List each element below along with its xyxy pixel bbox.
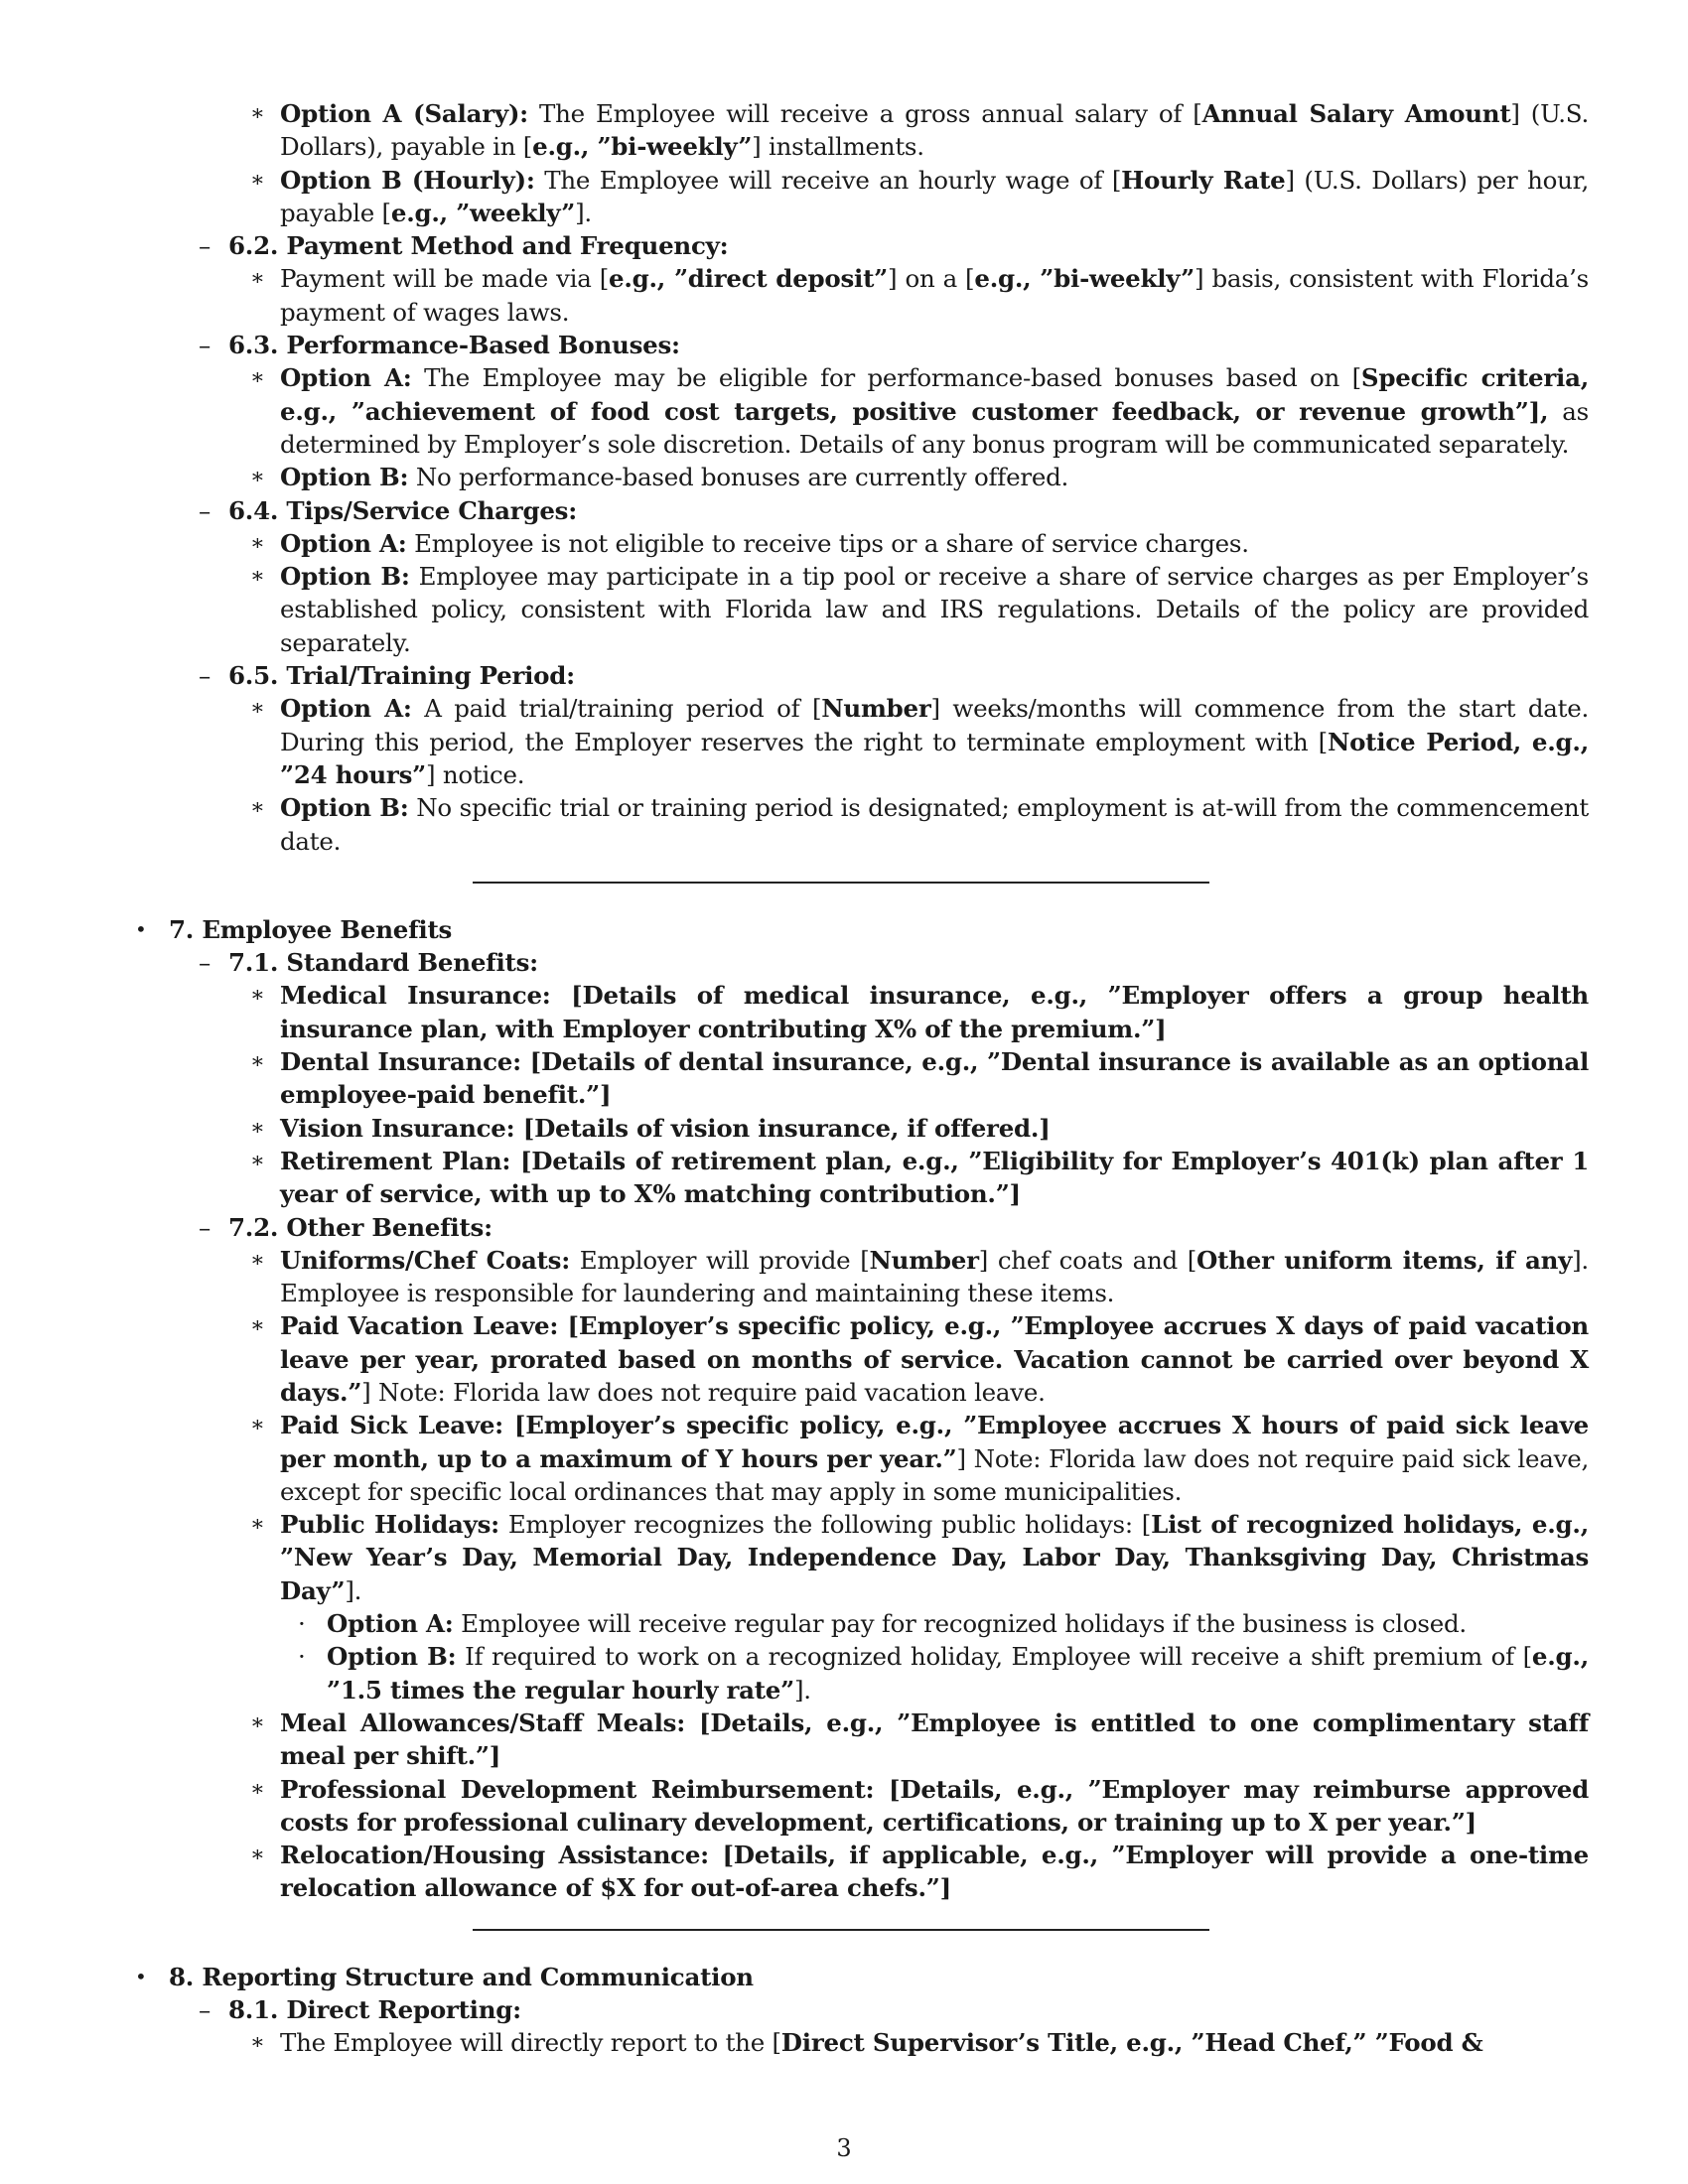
bold-text: Direct Supervisor’s Title, e.g., ”Head Chef,” ”Food & [780, 2028, 1483, 2058]
bold-text: Notice Period, e.g., ”24 hours” [280, 727, 1589, 789]
bold-text: Option A: [327, 1609, 454, 1639]
bold-text: Relocation/Housing Assistance: [Details, if applicable, e.g., ”Employer will provide a one-time relocation allowance of $X for out-of-area chefs.”] [280, 1841, 1589, 1903]
body-text: ] installments. [752, 132, 924, 162]
body-text: Employee is not eligible to receive tips or a share of service charges. [406, 528, 1249, 558]
bold-text: e.g., ”weekly” [390, 198, 576, 227]
bold-text: e.g., ”direct deposit” [609, 264, 889, 294]
list-item [135, 979, 1589, 1045]
subsection-heading [135, 329, 1589, 361]
list-marker: – [199, 231, 211, 261]
list-item [135, 1706, 1589, 1773]
list-marker: ∗ [250, 696, 265, 722]
list-item [135, 2026, 1589, 2059]
body-text: Employer will provide [ [570, 1245, 870, 1275]
body-text: Employee will receive regular pay for recognized holidays if the business is closed. [453, 1609, 1467, 1639]
list-item [135, 1839, 1589, 1905]
bold-text: 7. Employee Benefits [169, 914, 453, 944]
bold-text: Meal Allowances/Staff Meals: [Details, e.g., ”Employee is entitled to one complimentary staff meal per shift.”] [280, 1707, 1589, 1771]
body-text: ]. [794, 1675, 811, 1705]
body-text: ] Note: Florida law does not require paid vacation leave. [361, 1377, 1046, 1407]
body-text: ] weeks/months will commence from the start date. During this period, the Employer reserves the right to terminate employment with [ [280, 694, 1589, 756]
bold-text: Hourly Rate [1121, 165, 1286, 195]
section-heading [135, 913, 1589, 946]
bold-text: 6.2. Payment Method and Frequency: [228, 231, 729, 261]
body-text: Employer recognizes the following public holidays: [ [498, 1510, 1152, 1540]
bold-text: 6.5. Trial/Training Period: [228, 661, 575, 691]
list-marker: ∗ [250, 795, 265, 821]
bold-text: Uniforms/Chef Coats: [280, 1245, 570, 1275]
list-item [135, 1045, 1589, 1112]
list-item [135, 560, 1589, 659]
bold-text: Vision Insurance: [Details of vision insurance, if offered.] [280, 1113, 1051, 1143]
bold-text: Dental Insurance: [Details of dental insurance, e.g., ”Dental insurance is available as an optional employee-paid benefit.”] [280, 1047, 1589, 1110]
page-number: 3 [836, 2134, 852, 2162]
bold-text: Annual Salary Amount [1201, 99, 1511, 128]
list-item [135, 791, 1589, 858]
bold-text: Number [869, 1245, 979, 1275]
list-item [135, 1508, 1589, 1607]
list-marker: • [135, 916, 147, 941]
body-text: ]. [345, 1575, 362, 1605]
subsection-heading [135, 1993, 1589, 2026]
list-marker: – [199, 1212, 211, 1242]
bold-text: e.g., ”bi-weekly” [974, 264, 1196, 294]
bold-text: Option B: [327, 1642, 457, 1672]
list-marker: ∗ [250, 1776, 265, 1802]
document-body [135, 97, 1589, 2060]
sub-list-item [135, 1607, 1589, 1640]
list-item [135, 262, 1589, 329]
body-text: ] notice. [425, 759, 525, 789]
bold-text: Option A: [280, 694, 412, 724]
list-item [135, 1309, 1589, 1409]
bold-text: Specific criteria, e.g., ”achievement of food cost targets, positive customer feedback, or revenue growth”], [280, 363, 1589, 426]
section-heading [135, 1961, 1589, 1993]
bold-text: Public Holidays: [280, 1510, 499, 1540]
bold-text: Medical Insurance: [Details of medical insurance, e.g., ”Employer offers a group health insurance plan, with Employer contributing X% of the premium.”] [280, 981, 1589, 1043]
subsection-heading [135, 946, 1589, 979]
body-text: Employee may participate in a tip pool or receive a share of service charges as per Employer’s established policy, consistent with Florida law and IRS regulations. Details of the policy are provided separately. [280, 562, 1589, 657]
list-marker: ∗ [250, 1313, 265, 1339]
body-text: ]. Employee is responsible for laundering and maintaining these items. [280, 1245, 1589, 1308]
body-text: ] basis, consistent with Florida’s payment of wages laws. [280, 264, 1590, 327]
subsection-heading [135, 494, 1589, 527]
list-marker: – [199, 331, 211, 360]
body-text: The Employee will directly report to the [ [280, 2028, 781, 2058]
list-marker: – [199, 948, 211, 978]
list-marker: – [199, 661, 211, 691]
list-marker: ∗ [250, 1512, 265, 1538]
list-marker: · [298, 1609, 306, 1639]
list-item [135, 1244, 1589, 1310]
bold-text: 8.1. Direct Reporting: [228, 1995, 521, 2025]
bold-text: Option B: [280, 463, 409, 492]
bold-text: Other uniform items, if any [1196, 1245, 1573, 1275]
list-item [135, 1145, 1589, 1211]
bold-text: Option A: [280, 363, 412, 393]
subsection-heading [135, 1211, 1589, 1244]
list-item [135, 1112, 1589, 1145]
list-item [135, 527, 1589, 560]
list-marker: • [135, 1964, 147, 1988]
bold-text: 7.2. Other Benefits: [228, 1212, 492, 1242]
body-text: The Employee will receive a gross annual salary of [ [527, 99, 1202, 128]
list-marker: ∗ [250, 1049, 265, 1075]
list-marker: ∗ [250, 1115, 265, 1141]
bold-text: Retirement Plan: [Details of retirement plan, e.g., ”Eligibility for Employer’s 401(k) plan after 1 year of service, with up to X% matching contribution.”] [280, 1146, 1589, 1209]
bold-text: 7.1. Standard Benefits: [228, 948, 538, 978]
body-text: ] on a [ [888, 264, 975, 294]
bold-text: Option A (Salary): [280, 99, 528, 128]
list-marker: ∗ [250, 983, 265, 1009]
list-marker: · [298, 1642, 306, 1672]
bold-text: Option B: [280, 793, 409, 823]
list-item [135, 361, 1589, 461]
list-marker: ∗ [250, 167, 265, 193]
bold-text: 6.4. Tips/Service Charges: [228, 495, 578, 525]
list-marker: – [199, 495, 211, 525]
list-marker: ∗ [250, 465, 265, 490]
body-text: ]. [575, 198, 592, 227]
bold-text: Option B: [280, 562, 410, 592]
body-text: If required to work on a recognized holiday, Employee will receive a shift premium of [ [456, 1642, 1532, 1672]
list-item [135, 1409, 1589, 1508]
list-marker: ∗ [250, 365, 265, 391]
body-text: ] (U.S. Dollars) per hour, payable [ [280, 165, 1589, 227]
body-text: The Employee will receive an hourly wage of [ [534, 165, 1122, 195]
list-item [135, 164, 1589, 230]
bold-text: Professional Development Reimbursement: [Details, e.g., ”Employer may reimburse approved costs for professional culinary development, certifications, or training up to X per year.”] [280, 1774, 1589, 1837]
bold-text: e.g., ”bi-weekly” [532, 132, 753, 162]
bold-text: Option A: [280, 528, 407, 558]
body-text: as determined by Employer’s sole discretion. Details of any bonus program will be communicated separately. [280, 396, 1589, 459]
body-text: No performance-based bonuses are currently offered. [408, 463, 1069, 492]
bold-text: List of recognized holidays, e.g., ”New Year’s Day, Memorial Day, Independence Day, Labor Day, Thanksgiving Day, Christmas Day” [280, 1510, 1589, 1605]
list-item [135, 461, 1589, 493]
body-text: ] (U.S. Dollars), payable in [ [280, 99, 1589, 162]
bold-text: Option B (Hourly): [280, 165, 535, 195]
list-item [135, 692, 1589, 791]
bold-text: Number [821, 694, 931, 724]
bold-text: 8. Reporting Structure and Communication [169, 1962, 754, 1991]
body-text: ] chef coats and [ [978, 1245, 1197, 1275]
subsection-heading [135, 229, 1589, 262]
list-marker: ∗ [250, 101, 265, 126]
body-text: No specific trial or training period is designated; employment is at-will from the commencement date. [280, 793, 1589, 856]
list-marker: ∗ [250, 266, 265, 292]
list-marker: ∗ [250, 564, 265, 590]
body-text: ] Note: Florida law does not require paid sick leave, except for specific local ordinances that may apply in some municipalities. [280, 1443, 1589, 1506]
list-item [135, 97, 1589, 164]
sub-list-item [135, 1640, 1589, 1706]
bold-text: 6.3. Performance-Based Bonuses: [228, 331, 680, 360]
body-text: Payment will be made via [ [280, 264, 610, 294]
body-text: A paid trial/training period of [ [411, 694, 822, 724]
list-marker: ∗ [250, 1247, 265, 1273]
list-marker: – [199, 1995, 211, 2025]
list-marker: ∗ [250, 1413, 265, 1438]
list-marker: ∗ [250, 2030, 265, 2056]
list-marker: ∗ [250, 530, 265, 556]
bold-text: Paid Vacation Leave: [Employer’s specific policy, e.g., ”Employee accrues X days of paid vacation leave per year, prorated based on months of service. Vacation cannot be carried over beyond X days.” [280, 1311, 1589, 1407]
subsection-heading [135, 659, 1589, 692]
bold-text: e.g., ”1.5 times the regular hourly rate” [327, 1642, 1589, 1705]
list-item [135, 1773, 1589, 1840]
body-text: The Employee may be eligible for performance-based bonuses based on [ [411, 363, 1361, 393]
list-marker: ∗ [250, 1843, 265, 1868]
bold-text: Paid Sick Leave: [Employer’s specific policy, e.g., ”Employee accrues X hours of paid sick leave per month, up to a maximum of Y hours per year.” [280, 1411, 1589, 1473]
list-marker: ∗ [250, 1709, 265, 1735]
list-marker: ∗ [250, 1148, 265, 1173]
